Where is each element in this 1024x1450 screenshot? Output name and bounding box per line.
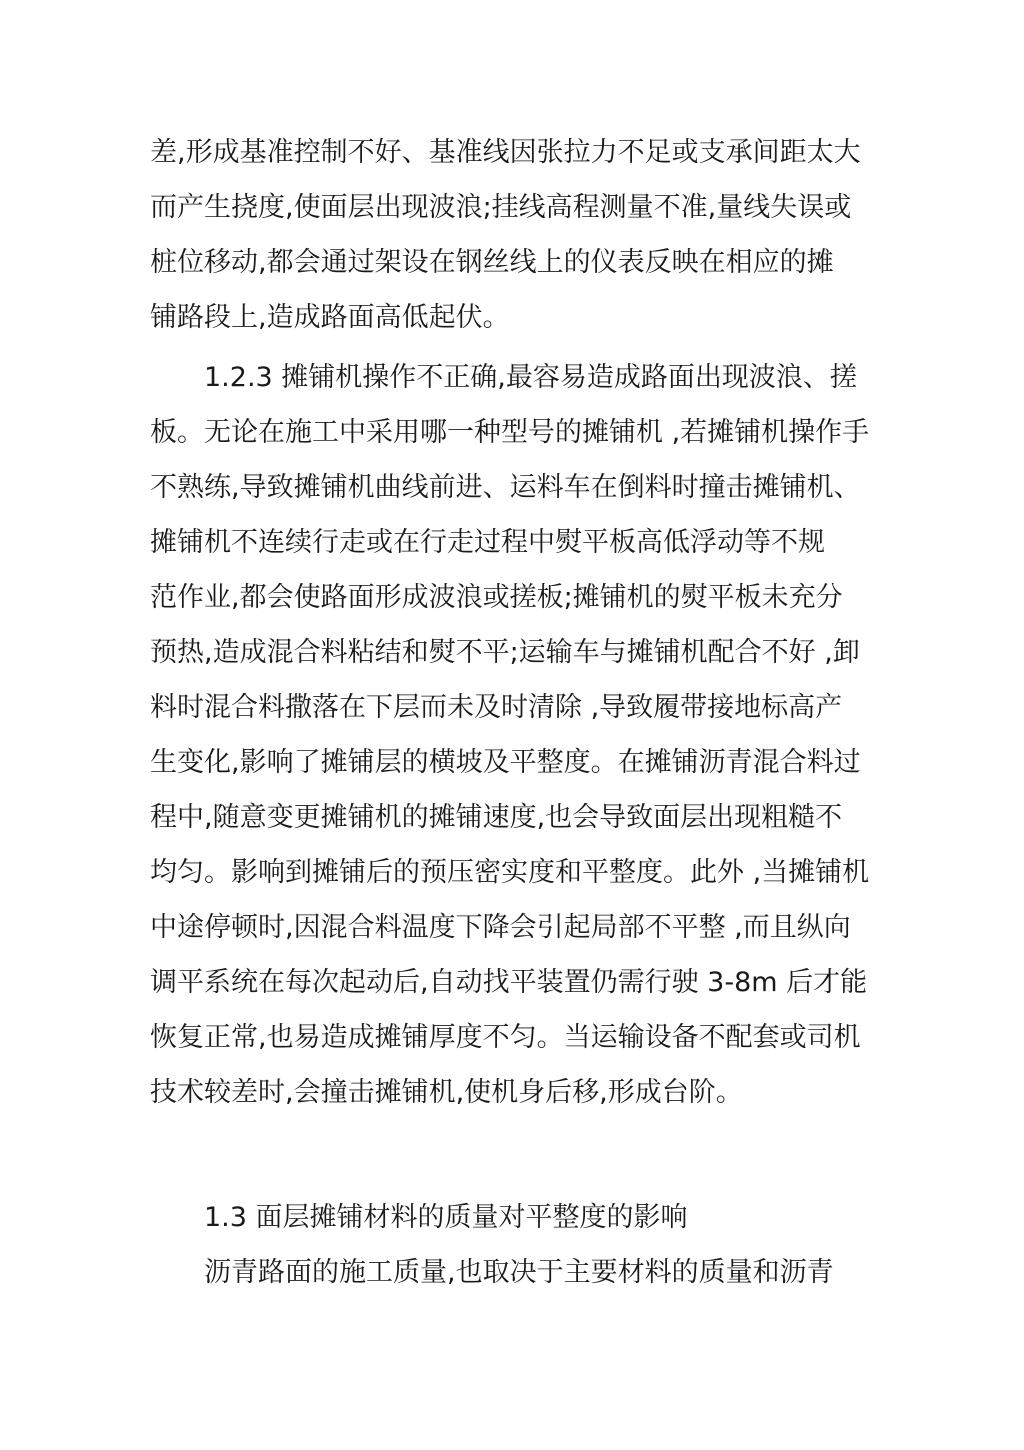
paragraph-2-line-12: 调平系统在每次起动后,自动找平装置仍需行驶 3-8m 后才能 — [150, 967, 868, 998]
paragraph-3-line-1: 沥青路面的施工质量,也取决于主要材料的质量和沥青 — [204, 1257, 834, 1288]
paragraph-2-line-7: 料时混合料撒落在下层而未及时清除 ,导致履带接地标高产 — [150, 692, 843, 723]
paragraph-2-line-8: 生变化,影响了摊铺层的横坡及平整度。在摊铺沥青混合料过 — [150, 747, 861, 778]
section-heading: 1.3 面层摊铺材料的质量对平整度的影响 — [204, 1202, 688, 1233]
paragraph-1-line-3: 桩位移动,都会通过架设在钢丝线上的仪表反映在相应的摊 — [150, 247, 834, 278]
paragraph-2-line-13: 恢复正常,也易造成摊铺厚度不匀。当运输设备不配套或司机 — [150, 1022, 861, 1053]
paragraph-2-line-4: 摊铺机不连续行走或在行走过程中熨平板高低浮动等不规 — [150, 527, 825, 558]
paragraph-2-line-6: 预热,造成混合料粘结和熨不平;运输车与摊铺机配合不好 ,卸 — [150, 637, 860, 668]
paragraph-1-line-4: 铺路段上,造成路面高低起伏。 — [150, 302, 510, 333]
paragraph-1-line-2: 而产生挠度,使面层出现波浪;挂线高程测量不准,量线失误或 — [150, 192, 852, 223]
paragraph-2-line-5: 范作业,都会使路面形成波浪或搓板;摊铺机的熨平板未充分 — [150, 582, 843, 613]
paragraph-2-line-11: 中途停顿时,因混合料温度下降会引起局部不平整 ,而且纵向 — [150, 912, 851, 943]
paragraph-2-line-1: 1.2.3 摊铺机操作不正确,最容易造成路面出现波浪、搓 — [204, 362, 857, 393]
paragraph-1-line-1: 差,形成基准控制不好、基准线因张拉力不足或支承间距太大 — [150, 137, 861, 168]
paragraph-2-line-10: 均匀。影响到摊铺后的预压密实度和平整度。此外 ,当摊铺机 — [150, 857, 870, 888]
paragraph-2-line-3: 不熟练,导致摊铺机曲线前进、运料车在倒料时撞击摊铺机、 — [150, 472, 861, 503]
paragraph-2-line-14: 技术较差时,会撞击摊铺机,使机身后移,形成台阶。 — [150, 1077, 743, 1108]
paragraph-2-line-9: 程中,随意变更摊铺机的摊铺速度,也会导致面层出现粗糙不 — [150, 802, 843, 833]
paragraph-2-line-2: 板。无论在施工中采用哪一种型号的摊铺机 ,若摊铺机操作手 — [150, 417, 870, 448]
